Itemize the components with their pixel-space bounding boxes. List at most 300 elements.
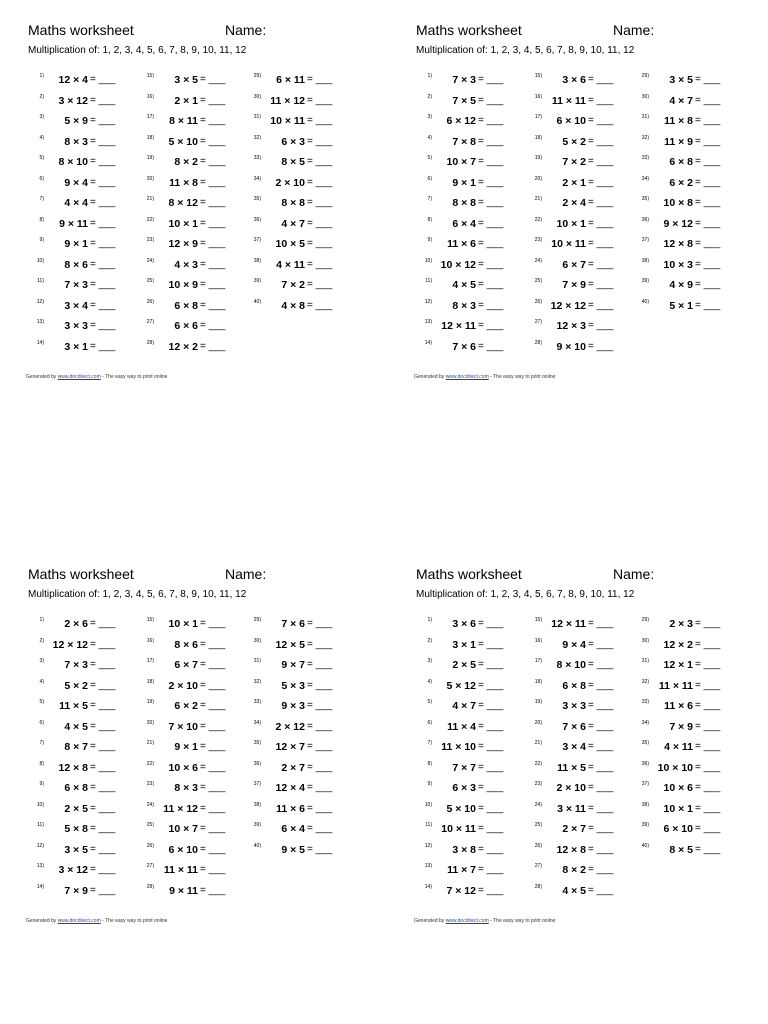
problem-number: 19) [534, 699, 542, 705]
problem-expression: 11 × 9 [664, 135, 693, 148]
answer-blank[interactable]: = ___ [200, 741, 226, 752]
answer-blank[interactable]: = ___ [695, 176, 721, 188]
answer-blank[interactable]: = ___ [307, 679, 333, 691]
problem-number: 15) [146, 73, 154, 79]
answer-blank[interactable]: = ___ [478, 823, 504, 834]
problem-expression: 11 × 4 [447, 720, 476, 733]
problem-number: 36) [641, 760, 649, 767]
problem-number: 18) [146, 678, 154, 685]
answer-blank[interactable]: = ___ [90, 864, 116, 875]
answer-blank[interactable]: = ___ [588, 299, 614, 311]
answer-blank[interactable]: = ___ [307, 238, 333, 249]
answer-blank[interactable]: = ___ [200, 340, 226, 352]
problem-expression: 2 × 3 [669, 618, 693, 630]
problem-number: 29) [641, 617, 649, 623]
footer-link[interactable]: www.docdirect.com [445, 918, 489, 924]
answer-blank[interactable]: = ___ [90, 135, 116, 147]
answer-blank[interactable]: = ___ [478, 741, 504, 752]
answer-blank[interactable]: = ___ [200, 618, 226, 629]
problem-expression: 2 × 4 [562, 197, 586, 209]
answer-blank[interactable]: = ___ [478, 864, 504, 875]
problem-number: 1) [39, 617, 44, 623]
problem-expression: 10 × 6 [663, 782, 693, 794]
answer-blank[interactable]: = ___ [90, 279, 116, 290]
answer-blank[interactable]: = ___ [695, 720, 721, 732]
problem-expression: 10 × 7 [168, 823, 198, 835]
worksheet-title: Maths worksheet [28, 566, 134, 582]
worksheet-3 [26, 566, 398, 924]
answer-blank[interactable]: = ___ [588, 679, 614, 691]
answer-blank[interactable]: = ___ [90, 299, 116, 311]
answer-blank[interactable]: = ___ [200, 638, 226, 650]
problem-expression: 11 × 11 [658, 679, 693, 692]
answer-blank[interactable]: = ___ [307, 659, 333, 670]
answer-blank[interactable]: = ___ [90, 679, 116, 691]
problem-expression: 12 × 8 [58, 761, 88, 774]
answer-blank[interactable]: = ___ [200, 320, 226, 331]
problem-number: 1) [39, 73, 44, 79]
answer-blank[interactable]: = ___ [478, 782, 504, 793]
answer-blank[interactable]: = ___ [478, 279, 504, 290]
answer-blank[interactable]: = ___ [695, 135, 721, 147]
problem-expression: 4 × 3 [174, 258, 198, 271]
answer-blank[interactable]: = ___ [478, 340, 504, 352]
answer-blank[interactable]: = ___ [695, 843, 721, 855]
answer-blank[interactable]: = ___ [588, 197, 614, 208]
problem-expression: 10 × 1 [556, 217, 586, 230]
answer-blank[interactable]: = ___ [200, 258, 226, 270]
problem-expression: 3 × 3 [64, 320, 88, 332]
problem-number: 2) [39, 637, 44, 644]
answer-blank[interactable]: = ___ [588, 700, 614, 711]
problem-expression: 8 × 6 [64, 258, 88, 271]
answer-blank[interactable]: = ___ [90, 238, 116, 249]
answer-blank[interactable]: = ___ [588, 843, 614, 855]
problem-number: 32) [253, 134, 261, 141]
answer-blank[interactable]: = ___ [200, 761, 226, 773]
problem-expression: 8 × 3 [174, 782, 198, 794]
problem-expression: 11 × 10 [441, 741, 476, 753]
problem-number: 35) [253, 196, 261, 202]
answer-blank[interactable]: = ___ [200, 156, 226, 167]
answer-blank[interactable]: = ___ [200, 843, 226, 855]
problem-number: 33) [641, 699, 649, 705]
answer-blank[interactable]: = ___ [200, 700, 226, 711]
answer-blank[interactable]: = ___ [307, 741, 333, 752]
problem-number: 23) [534, 237, 542, 243]
problem-expression: 11 × 8 [664, 115, 693, 127]
problem-number: 26) [534, 842, 542, 849]
problem-expression: 9 × 10 [556, 340, 586, 353]
problem-number: 25) [534, 278, 542, 284]
answer-blank[interactable]: = ___ [695, 700, 721, 711]
answer-blank[interactable]: = ___ [588, 238, 614, 249]
problem-number: 28) [534, 339, 542, 346]
footer-link[interactable]: www.docdirect.com [57, 918, 101, 924]
answer-blank[interactable]: = ___ [200, 299, 226, 311]
answer-blank[interactable]: = ___ [90, 115, 116, 126]
problem-expression: 10 × 5 [275, 238, 305, 250]
answer-blank[interactable]: = ___ [307, 782, 333, 793]
answer-blank[interactable]: = ___ [90, 156, 116, 167]
answer-blank[interactable]: = ___ [588, 115, 614, 126]
problem-expression: 6 × 8 [64, 782, 88, 794]
answer-blank[interactable]: = ___ [200, 217, 226, 229]
problem-number: 23) [146, 237, 154, 243]
answer-blank[interactable]: = ___ [588, 802, 614, 814]
answer-blank[interactable]: = ___ [200, 884, 226, 896]
problem-expression: 12 × 11 [551, 618, 586, 630]
problem-expression: 3 × 6 [452, 618, 476, 630]
answer-blank[interactable]: = ___ [200, 94, 226, 106]
answer-blank[interactable]: = ___ [200, 74, 226, 85]
problem-number: 26) [146, 298, 154, 305]
answer-blank[interactable]: = ___ [307, 258, 333, 270]
problem-number: 15) [534, 617, 542, 623]
answer-blank[interactable]: = ___ [695, 258, 721, 270]
answer-blank[interactable]: = ___ [588, 823, 614, 834]
answer-blank[interactable]: = ___ [478, 156, 504, 167]
answer-blank[interactable]: = ___ [588, 135, 614, 147]
answer-blank[interactable]: = ___ [695, 741, 721, 752]
answer-blank[interactable]: = ___ [90, 197, 116, 208]
answer-blank[interactable]: = ___ [695, 156, 721, 167]
problem-number: 24) [146, 257, 154, 264]
problem-expression: 10 × 6 [168, 761, 198, 774]
problem-number: 34) [253, 175, 261, 182]
problem-number: 36) [253, 760, 261, 767]
answer-blank[interactable]: = ___ [307, 74, 333, 85]
problem-expression: 6 × 10 [663, 823, 693, 835]
answer-blank[interactable]: = ___ [588, 156, 614, 167]
problem-expression: 11 × 6 [447, 238, 476, 250]
answer-blank[interactable]: = ___ [695, 761, 721, 773]
answer-blank[interactable]: = ___ [200, 802, 226, 814]
footer-prefix: Generated by [26, 918, 58, 924]
answer-blank[interactable]: = ___ [90, 741, 116, 752]
problem-number: 12) [36, 298, 44, 305]
problem-expression: 6 × 10 [168, 843, 198, 856]
problem-expression: 11 × 8 [169, 176, 198, 189]
answer-blank[interactable]: = ___ [588, 340, 614, 352]
problem-expression: 12 × 4 [275, 782, 305, 794]
problem-expression: 6 × 6 [174, 320, 198, 332]
answer-blank[interactable]: = ___ [695, 782, 721, 793]
answer-blank[interactable]: = ___ [588, 884, 614, 896]
problem-expression: 6 × 10 [556, 115, 586, 127]
answer-blank[interactable]: = ___ [588, 320, 614, 331]
problem-number: 34) [253, 719, 261, 726]
answer-blank[interactable]: = ___ [695, 299, 721, 311]
answer-blank[interactable]: = ___ [90, 217, 116, 229]
answer-blank[interactable]: = ___ [200, 823, 226, 834]
answer-blank[interactable]: = ___ [695, 217, 721, 229]
problem-expression: 2 × 7 [281, 761, 305, 774]
answer-blank[interactable]: = ___ [307, 299, 333, 311]
problem-number: 16) [534, 637, 542, 644]
answer-blank[interactable]: = ___ [200, 659, 226, 670]
answer-blank[interactable]: = ___ [588, 761, 614, 773]
answer-blank[interactable]: = ___ [200, 115, 226, 126]
answer-blank[interactable]: = ___ [588, 74, 614, 85]
answer-blank[interactable]: = ___ [307, 94, 333, 106]
problem-number: 25) [146, 278, 154, 284]
problem-expression: 4 × 7 [281, 217, 305, 230]
problem-number: 39) [641, 822, 649, 828]
answer-blank[interactable]: = ___ [90, 659, 116, 670]
answer-blank[interactable]: = ___ [478, 74, 504, 85]
problem-number: 29) [641, 73, 649, 79]
answer-blank[interactable]: = ___ [695, 823, 721, 834]
answer-blank[interactable]: = ___ [478, 638, 504, 650]
answer-blank[interactable]: = ___ [478, 700, 504, 711]
answer-blank[interactable]: = ___ [200, 238, 226, 249]
answer-blank[interactable]: = ___ [695, 279, 721, 290]
worksheet-subtitle: Multiplication of: 1, 2, 3, 4, 5, 6, 7, 8, 9, 10, 11, 12 [416, 589, 635, 600]
problem-expression: 7 × 6 [452, 340, 476, 353]
problem-expression: 9 × 4 [562, 638, 586, 651]
problem-number: 30) [253, 637, 261, 644]
answer-blank[interactable]: = ___ [307, 197, 333, 208]
answer-blank[interactable]: = ___ [695, 197, 721, 208]
problem-expression: 2 × 6 [64, 618, 88, 630]
answer-blank[interactable]: = ___ [695, 115, 721, 126]
answer-blank[interactable]: = ___ [695, 74, 721, 85]
problem-number: 8) [427, 216, 432, 223]
answer-blank[interactable]: = ___ [478, 720, 504, 732]
answer-blank[interactable]: = ___ [307, 700, 333, 711]
problem-number: 22) [534, 760, 542, 767]
footer-prefix: Generated by [414, 918, 446, 924]
answer-blank[interactable]: = ___ [478, 115, 504, 126]
problem-number: 10) [424, 801, 432, 808]
name-label: Name: [225, 566, 267, 582]
problem-expression: 3 × 1 [452, 638, 476, 651]
answer-blank[interactable]: = ___ [478, 238, 504, 249]
problem-expression: 11 × 11 [551, 94, 586, 107]
answer-blank[interactable]: = ___ [90, 258, 116, 270]
answer-blank[interactable]: = ___ [695, 679, 721, 691]
problem-expression: 3 × 12 [58, 864, 88, 876]
problem-expression: 6 × 4 [281, 823, 305, 835]
answer-blank[interactable]: = ___ [307, 176, 333, 188]
answer-blank[interactable]: = ___ [200, 864, 226, 875]
worksheet-subtitle: Multiplication of: 1, 2, 3, 4, 5, 6, 7, 8, 9, 10, 11, 12 [28, 45, 247, 56]
footer-link[interactable]: www.docdirect.com [445, 374, 489, 380]
problem-number: 17) [534, 658, 542, 664]
answer-blank[interactable]: = ___ [307, 156, 333, 167]
problem-expression: 9 × 4 [64, 176, 88, 189]
problem-expression: 6 × 2 [669, 176, 693, 189]
problem-number: 9) [39, 781, 44, 787]
problem-expression: 4 × 5 [452, 279, 476, 291]
answer-blank[interactable]: = ___ [695, 238, 721, 249]
answer-blank[interactable]: = ___ [200, 176, 226, 188]
problem-number: 24) [146, 801, 154, 808]
answer-blank[interactable]: = ___ [588, 638, 614, 650]
problem-number: 25) [534, 822, 542, 828]
answer-blank[interactable]: = ___ [588, 782, 614, 793]
answer-blank[interactable]: = ___ [307, 720, 333, 732]
answer-blank[interactable]: = ___ [90, 782, 116, 793]
answer-blank[interactable]: = ___ [90, 94, 116, 106]
answer-blank[interactable]: = ___ [90, 802, 116, 814]
answer-blank[interactable]: = ___ [90, 74, 116, 85]
problem-expression: 3 × 4 [64, 299, 88, 312]
problem-expression: 2 × 7 [562, 823, 586, 835]
answer-blank[interactable]: = ___ [90, 320, 116, 331]
problem-number: 34) [641, 719, 649, 726]
answer-blank[interactable]: = ___ [478, 659, 504, 670]
answer-blank[interactable]: = ___ [588, 279, 614, 290]
problem-number: 6) [39, 719, 44, 726]
answer-blank[interactable]: = ___ [307, 115, 333, 126]
answer-blank[interactable]: = ___ [90, 176, 116, 188]
problem-expression: 4 × 8 [281, 299, 305, 312]
answer-blank[interactable]: = ___ [90, 823, 116, 834]
problem-expression: 7 × 3 [64, 659, 88, 671]
answer-blank[interactable]: = ___ [478, 258, 504, 270]
answer-blank[interactable]: = ___ [695, 638, 721, 650]
answer-blank[interactable]: = ___ [307, 823, 333, 834]
answer-blank[interactable]: = ___ [90, 720, 116, 732]
problem-number: 20) [534, 175, 542, 182]
problem-number: 14) [36, 883, 44, 890]
answer-blank[interactable]: = ___ [588, 176, 614, 188]
answer-blank[interactable]: = ___ [90, 340, 116, 352]
problem-number: 2) [427, 637, 432, 644]
problem-expression: 7 × 8 [452, 135, 476, 148]
answer-blank[interactable]: = ___ [200, 782, 226, 793]
answer-blank[interactable]: = ___ [478, 884, 504, 896]
answer-blank[interactable]: = ___ [478, 320, 504, 331]
problem-expression: 7 × 7 [452, 761, 476, 774]
answer-blank[interactable]: = ___ [695, 94, 721, 106]
problem-expression: 10 × 11 [441, 823, 476, 835]
problem-number: 13) [36, 863, 44, 869]
answer-blank[interactable]: = ___ [588, 741, 614, 752]
problem-expression: 7 × 10 [168, 720, 198, 733]
answer-blank[interactable]: = ___ [478, 843, 504, 855]
problem-number: 21) [146, 196, 154, 202]
answer-blank[interactable]: = ___ [478, 197, 504, 208]
problem-number: 10) [36, 257, 44, 264]
problem-expression: 10 × 7 [446, 156, 476, 168]
name-label: Name: [613, 22, 655, 38]
answer-blank[interactable]: = ___ [588, 618, 614, 629]
problem-number: 23) [146, 781, 154, 787]
problem-number: 37) [641, 781, 649, 787]
answer-blank[interactable]: = ___ [478, 618, 504, 629]
answer-blank[interactable]: = ___ [307, 217, 333, 229]
answer-blank[interactable]: = ___ [307, 638, 333, 650]
answer-blank[interactable]: = ___ [478, 176, 504, 188]
answer-blank[interactable]: = ___ [307, 135, 333, 147]
problem-expression: 6 × 4 [452, 217, 476, 230]
answer-blank[interactable]: = ___ [478, 135, 504, 147]
answer-blank[interactable]: = ___ [307, 279, 333, 290]
answer-blank[interactable]: = ___ [695, 659, 721, 670]
answer-blank[interactable]: = ___ [90, 843, 116, 855]
problem-expression: 10 × 3 [663, 258, 693, 271]
answer-blank[interactable]: = ___ [695, 618, 721, 629]
problem-number: 38) [641, 801, 649, 808]
problem-expression: 12 × 4 [58, 74, 88, 86]
problem-number: 13) [36, 319, 44, 325]
answer-blank[interactable]: = ___ [307, 843, 333, 855]
problem-expression: 4 × 7 [669, 94, 693, 107]
problem-number: 7) [427, 740, 432, 746]
problem-number: 9) [39, 237, 44, 243]
answer-blank[interactable]: = ___ [200, 279, 226, 290]
problem-number: 40) [641, 298, 649, 305]
answer-blank[interactable]: = ___ [200, 135, 226, 147]
answer-blank[interactable]: = ___ [200, 197, 226, 208]
answer-blank[interactable]: = ___ [478, 761, 504, 773]
answer-blank[interactable]: = ___ [200, 720, 226, 732]
problem-number: 37) [641, 237, 649, 243]
problem-number: 20) [534, 719, 542, 726]
problem-number: 8) [39, 216, 44, 223]
answer-blank[interactable]: = ___ [90, 700, 116, 711]
answer-blank[interactable]: = ___ [307, 802, 333, 814]
answer-blank[interactable]: = ___ [588, 258, 614, 270]
footer-prefix: Generated by [414, 374, 446, 380]
problem-expression: 12 × 2 [663, 638, 693, 651]
answer-blank[interactable]: = ___ [307, 618, 333, 629]
problem-expression: 2 × 1 [174, 94, 198, 107]
problem-number: 36) [641, 216, 649, 223]
problem-number: 14) [424, 883, 432, 890]
problem-expression: 2 × 10 [556, 782, 586, 794]
problem-number: 37) [253, 237, 261, 243]
answer-blank[interactable]: = ___ [90, 618, 116, 629]
problem-number: 18) [146, 134, 154, 141]
problem-expression: 9 × 11 [169, 884, 198, 897]
answer-blank[interactable]: = ___ [200, 679, 226, 691]
problem-number: 3) [39, 658, 44, 664]
problem-number: 14) [36, 339, 44, 346]
answer-blank[interactable]: = ___ [588, 864, 614, 875]
problem-number: 20) [146, 719, 154, 726]
answer-blank[interactable]: = ___ [588, 720, 614, 732]
footer-link[interactable]: www.docdirect.com [57, 374, 101, 380]
answer-blank[interactable]: = ___ [478, 679, 504, 691]
answer-blank[interactable]: = ___ [307, 761, 333, 773]
answer-blank[interactable]: = ___ [588, 217, 614, 229]
problem-expression: 7 × 3 [452, 74, 476, 86]
answer-blank[interactable]: = ___ [90, 884, 116, 896]
answer-blank[interactable]: = ___ [588, 659, 614, 670]
answer-blank[interactable]: = ___ [478, 299, 504, 311]
problem-number: 31) [253, 658, 261, 664]
problem-number: 27) [534, 863, 542, 869]
problem-number: 8) [39, 760, 44, 767]
problem-number: 9) [427, 237, 432, 243]
answer-blank[interactable]: = ___ [695, 802, 721, 814]
problem-expression: 8 × 10 [58, 156, 88, 168]
answer-blank[interactable]: = ___ [90, 761, 116, 773]
problem-number: 10) [36, 801, 44, 808]
problem-number: 38) [253, 801, 261, 808]
answer-blank[interactable]: = ___ [478, 217, 504, 229]
answer-blank[interactable]: = ___ [90, 638, 116, 650]
answer-blank[interactable]: = ___ [478, 802, 504, 814]
answer-blank[interactable]: = ___ [478, 94, 504, 106]
problem-expression: 10 × 1 [168, 217, 198, 230]
answer-blank[interactable]: = ___ [588, 94, 614, 106]
problem-number: 16) [146, 93, 154, 100]
